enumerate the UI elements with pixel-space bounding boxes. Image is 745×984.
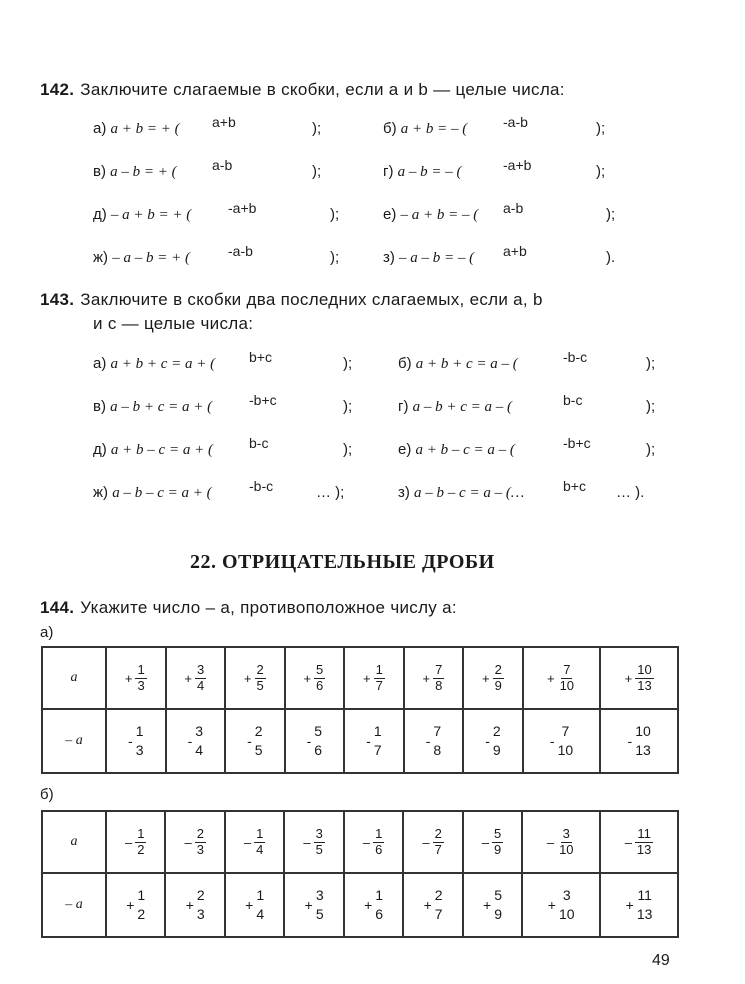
handwritten-fraction [628,722,651,760]
fraction-denominator: 3 [196,841,204,857]
fraction-cell [166,647,226,709]
handwritten-fraction [305,886,324,924]
fraction-denominator: 3 [135,742,144,758]
ex143-item-expression [93,398,212,416]
handwritten-fraction [485,722,500,760]
item-label: г) [398,398,409,415]
fraction-numerator: 5 [494,825,502,841]
fraction-cell [344,647,404,709]
fraction-denominator: 9 [494,906,503,922]
ex142-item-expression [93,206,191,224]
ex142-title [40,80,565,100]
item-label: з) [383,249,395,266]
fraction-cell [404,709,464,773]
ex142-item-expression [93,249,190,267]
item-expr: a + b – c = a – ( [415,442,515,458]
fraction [314,827,325,858]
fraction [314,663,325,694]
fraction-denominator: 6 [316,677,324,693]
fraction-sign: – [184,834,192,850]
fraction-sign: - [306,733,312,749]
fraction-cell [284,873,343,937]
fraction-numerator: 2 [256,661,264,677]
fraction-cell [166,709,226,773]
fraction [254,827,265,858]
fraction [493,663,504,694]
fraction-cell [344,873,403,937]
fraction-numerator: 2 [196,887,205,904]
item-label: е) [383,206,397,223]
fraction-denominator: 10 [558,906,575,922]
handwritten-fraction [548,886,575,924]
fraction-denominator: 3 [137,677,145,693]
ex142-number: 142. [40,80,75,99]
fraction-denominator: 13 [635,742,651,758]
item-expr: a + b + c = a – ( [415,356,518,372]
item-expr: a – b – c = a – (… [414,485,525,501]
ex143-answer: -b+c [563,435,591,451]
ex142-answer: -a+b [228,200,257,216]
ex142-closing: ); [330,206,340,223]
fraction-denominator: 13 [636,906,653,922]
fraction-sign: - [247,733,252,749]
handwritten-fraction [550,722,573,760]
fraction-cell [600,873,678,937]
fraction-numerator: 2 [434,825,442,841]
fraction-numerator: 7 [563,661,571,677]
fraction-numerator: 3 [196,661,205,677]
fraction-denominator: 9 [494,677,502,693]
item-label: ж) [93,249,109,266]
ex144-text: Укажите число – a, противоположное числу a: [80,598,457,617]
fraction-cell [403,811,462,873]
table-row [42,709,678,773]
table-b-label: б) [40,786,54,803]
fraction-denominator: 4 [196,677,205,693]
ex143-item-expression [398,398,512,416]
fraction [374,663,385,694]
ex143-item-expression [93,484,212,502]
ex142-closing: ). [606,249,616,266]
item-expr: a + b + c = a + ( [110,356,216,372]
handwritten-fraction [483,886,502,924]
fraction-denominator: 2 [137,841,145,857]
fraction-cell [285,647,345,709]
fraction-cell [225,873,284,937]
fraction-cell [225,647,285,709]
fraction-numerator: 1 [137,825,145,841]
fraction-denominator: 10 [559,677,575,693]
fraction-sign: + [185,897,194,913]
fraction-sign: + [126,897,135,913]
fraction-sign: + [423,897,432,913]
fraction-cell [522,811,600,873]
ex142-answer: a+b [503,243,527,259]
fraction-numerator: 2 [494,661,502,677]
section-title: 22. ОТРИЦАТЕЛЬНЫЕ ДРОБИ [190,551,495,573]
fraction-denominator: 13 [637,677,652,693]
ex143-answer: -b+c [249,392,277,408]
fraction-numerator: 5 [316,661,324,677]
ex143-item-expression [398,355,518,373]
ex142-closing: ); [312,120,322,137]
fraction-denominator: 10 [557,742,574,758]
fraction-table-a [41,646,679,774]
fraction-numerator: 10 [637,661,652,677]
fraction-cell [106,873,165,937]
ex143-answer: b-c [563,392,583,408]
fraction-cell [106,811,165,873]
fraction-numerator: 2 [492,723,501,740]
fraction-denominator: 7 [434,906,443,922]
item-expr: – a – b = + ( [112,250,190,266]
fraction-numerator: 1 [375,887,384,904]
fraction-numerator: 2 [254,723,263,740]
row-header: a [42,647,106,709]
handwritten-fraction [188,722,203,760]
ex143-answer: b+c [563,478,586,494]
fraction-denominator: 6 [375,906,384,922]
fraction [635,663,653,694]
fraction-sign: - [128,733,133,749]
item-label: з) [398,484,410,501]
fraction-numerator: 1 [373,723,382,740]
item-expr: a + b = – ( [400,121,468,137]
ex142-answer: a-b [212,157,233,173]
handwritten-fraction [426,722,441,760]
fraction-cell [463,647,523,709]
fraction-cell [165,873,224,937]
fraction-numerator: 3 [562,887,571,904]
ex143-closing: ); [646,398,656,415]
fraction [557,827,575,858]
fraction-denominator: 4 [256,906,265,922]
item-expr: a + b – c = a + ( [110,442,213,458]
fraction-numerator: 5 [494,887,503,904]
ex143-item-expression [93,441,213,459]
ex142-item-expression [93,120,180,138]
fraction-sign: + [482,670,490,686]
handwritten-fraction [366,722,381,760]
fraction-sign: + [483,897,492,913]
fraction-sign: + [303,670,312,686]
table-a-label: а) [40,624,54,641]
fraction-cell [284,811,343,873]
fraction-numerator: 1 [256,825,264,841]
fraction-sign: – [624,834,632,850]
fraction-denominator: 2 [137,906,146,922]
fraction-sign: + [364,897,373,913]
fraction-sign: - [485,733,490,749]
item-expr: – a + b = + ( [110,207,192,223]
ex142-item-expression [383,206,478,224]
item-expr: a + b = + ( [110,121,180,137]
fraction-cell [463,811,522,873]
handwritten-fraction [245,886,264,924]
fraction-denominator: 5 [315,841,323,857]
fraction-denominator: 5 [256,677,264,693]
fraction-sign: – [303,834,311,850]
fraction-cell [523,647,601,709]
fraction [373,827,384,858]
fraction-cell [600,709,678,773]
ex143-item-expression [93,355,215,373]
fraction-denominator: 10 [559,841,574,857]
fraction-cell [225,709,285,773]
fraction-numerator: 1 [137,887,146,904]
fraction [433,663,444,694]
handwritten-fraction [424,886,443,924]
ex143-closing: … ); [316,484,345,501]
item-label: ж) [93,484,109,501]
fraction [635,827,653,858]
fraction-cell [600,647,678,709]
item-label: е) [398,441,412,458]
row-header: – a [42,873,106,937]
fraction-sign: + [422,670,431,686]
fraction-sign: - [366,733,371,749]
fraction-numerator: 11 [637,887,652,904]
fraction-cell [106,709,166,773]
fraction-numerator: 7 [561,723,570,740]
item-label: д) [93,206,107,223]
fraction-sign: – [546,834,555,850]
fraction-cell [106,647,166,709]
item-expr: a – b + c = a – ( [412,399,513,415]
ex142-answer: a+b [212,114,236,130]
fraction-cell [344,709,404,773]
fraction-denominator: 6 [314,742,323,758]
ex142-answer: -a-b [503,114,528,130]
ex143-answer: b+c [249,349,272,365]
ex142-item-expression [93,163,177,181]
item-label: г) [383,163,394,180]
item-label: д) [93,441,107,458]
fraction-denominator: 8 [433,742,442,758]
fraction-numerator: 3 [315,825,323,841]
ex142-item-expression [383,249,474,267]
ex142-answer: -a+b [503,157,532,173]
fraction [135,663,146,694]
fraction-sign: + [546,670,555,686]
fraction-cell [285,709,345,773]
fraction-sign: – [243,834,252,850]
fraction-sign: – [125,834,133,850]
fraction [195,663,206,694]
fraction-numerator: 1 [375,825,383,841]
item-label: а) [93,355,107,372]
ex143-text-line1: Заключите в скобки два последних слагаемых, если a, b [80,290,543,309]
fraction-denominator: 5 [315,906,324,922]
fraction-numerator: 3 [315,887,324,904]
fraction-numerator: 10 [635,723,651,740]
ex143-closing: ); [646,355,656,372]
fraction-sign: + [547,897,556,913]
fraction-cell [344,811,403,873]
ex142-item-expression [383,163,462,181]
fraction-denominator: 13 [636,841,652,857]
fraction-numerator: 7 [435,661,443,677]
row-header: – a [42,709,106,773]
fraction-numerator: 2 [434,887,443,904]
item-expr: a – b = + ( [110,164,177,180]
fraction-numerator: 2 [196,825,204,841]
table-row [42,647,678,709]
item-label: б) [398,355,412,372]
fraction-numerator: 1 [256,887,265,904]
fraction-denominator: 7 [375,677,383,693]
item-expr: – a + b = – ( [400,207,479,223]
fraction-numerator: 5 [314,723,323,740]
fraction-denominator: 3 [196,906,205,922]
fraction-denominator: 8 [435,677,443,693]
fraction-sign: + [625,897,634,913]
fraction-sign: + [362,670,371,686]
item-expr: a – b = – ( [397,164,462,180]
fraction-cell [165,811,224,873]
item-label: в) [93,398,106,415]
item-label: а) [93,120,107,137]
ex143-closing: … ). [616,484,645,501]
fraction [433,827,444,858]
fraction-sign: – [481,834,490,850]
fraction-sign: - [627,733,633,749]
handwritten-fraction [186,886,205,924]
fraction-cell [403,873,462,937]
fraction [558,663,576,694]
fraction-sign: + [245,897,254,913]
ex143-closing: ); [343,441,353,458]
ex142-closing: ); [312,163,322,180]
fraction [492,827,503,858]
table-row [42,811,678,873]
item-expr: a – b + c = a + ( [110,399,213,415]
item-expr: a – b – c = a + ( [112,485,212,501]
fraction-sign: + [304,897,313,913]
fraction-denominator: 9 [492,742,501,758]
fraction-numerator: 1 [137,661,145,677]
ex143-item-expression [398,441,515,459]
fraction [195,827,206,858]
fraction-numerator: 1 [375,661,383,677]
ex143-title [40,290,543,310]
ex143-closing: ); [343,398,353,415]
item-expr: – a – b = – ( [399,250,475,266]
ex142-closing: ); [330,249,340,266]
fraction [255,663,266,694]
fraction-cell [600,811,678,873]
fraction-cell [225,811,284,873]
fraction-denominator: 7 [373,742,382,758]
item-label: в) [93,163,106,180]
ex143-text-line2: и c — целые числа: [93,314,254,333]
row-header: a [42,811,106,873]
fraction-numerator: 7 [433,723,442,740]
ex142-item-expression [383,120,467,138]
handwritten-fraction [126,886,145,924]
ex143-answer: b-c [249,435,269,451]
ex142-closing: ); [596,163,606,180]
ex144-number: 144. [40,598,75,617]
fraction-numerator: 11 [637,825,651,841]
fraction-denominator: 6 [375,841,383,857]
handwritten-fraction [626,886,653,924]
fraction-sign: – [362,834,371,850]
handwritten-fraction [128,722,143,760]
fraction-sign: - [187,733,193,749]
ex143-item-expression [398,484,524,502]
fraction-cell [463,873,522,937]
fraction-sign: + [624,670,633,686]
fraction-cell [522,873,600,937]
ex144-title [40,598,457,618]
fraction-numerator: 1 [135,723,144,740]
fraction-denominator: 5 [254,742,263,758]
fraction-sign: + [184,670,192,686]
fraction-denominator: 4 [195,742,204,758]
fraction-denominator: 4 [256,841,264,857]
ex142-closing: ); [606,206,616,223]
ex143-number: 143. [40,290,75,309]
fraction-sign: + [243,670,252,686]
ex142-text: Заключите слагаемые в скобки, если a и b — целые числа: [80,80,565,99]
fraction-sign: – [422,834,430,850]
ex143-answer: -b-c [563,349,588,365]
ex143-closing: ); [646,441,656,458]
fraction-denominator: 7 [434,841,442,857]
fraction-sign: - [549,733,555,749]
handwritten-fraction [307,722,322,760]
handwritten-fraction [364,886,383,924]
fraction-denominator: 9 [494,841,502,857]
fraction-sign: + [124,670,133,686]
ex143-answer: -b-c [249,478,274,494]
fraction-cell [463,709,523,773]
fraction-cell [523,709,601,773]
fraction [135,827,146,858]
table-row [42,873,678,937]
ex142-closing: ); [596,120,606,137]
handwritten-fraction [247,722,262,760]
fraction-numerator: 3 [195,723,204,740]
item-label: б) [383,120,397,137]
fraction-cell [404,647,464,709]
ex143-closing: ); [343,355,353,372]
ex142-answer: a-b [503,200,524,216]
fraction-sign: - [425,733,431,749]
fraction-table-b [41,810,679,938]
page-number: 49 [652,952,670,969]
ex142-answer: -a-b [228,243,253,259]
fraction-numerator: 3 [562,825,570,841]
